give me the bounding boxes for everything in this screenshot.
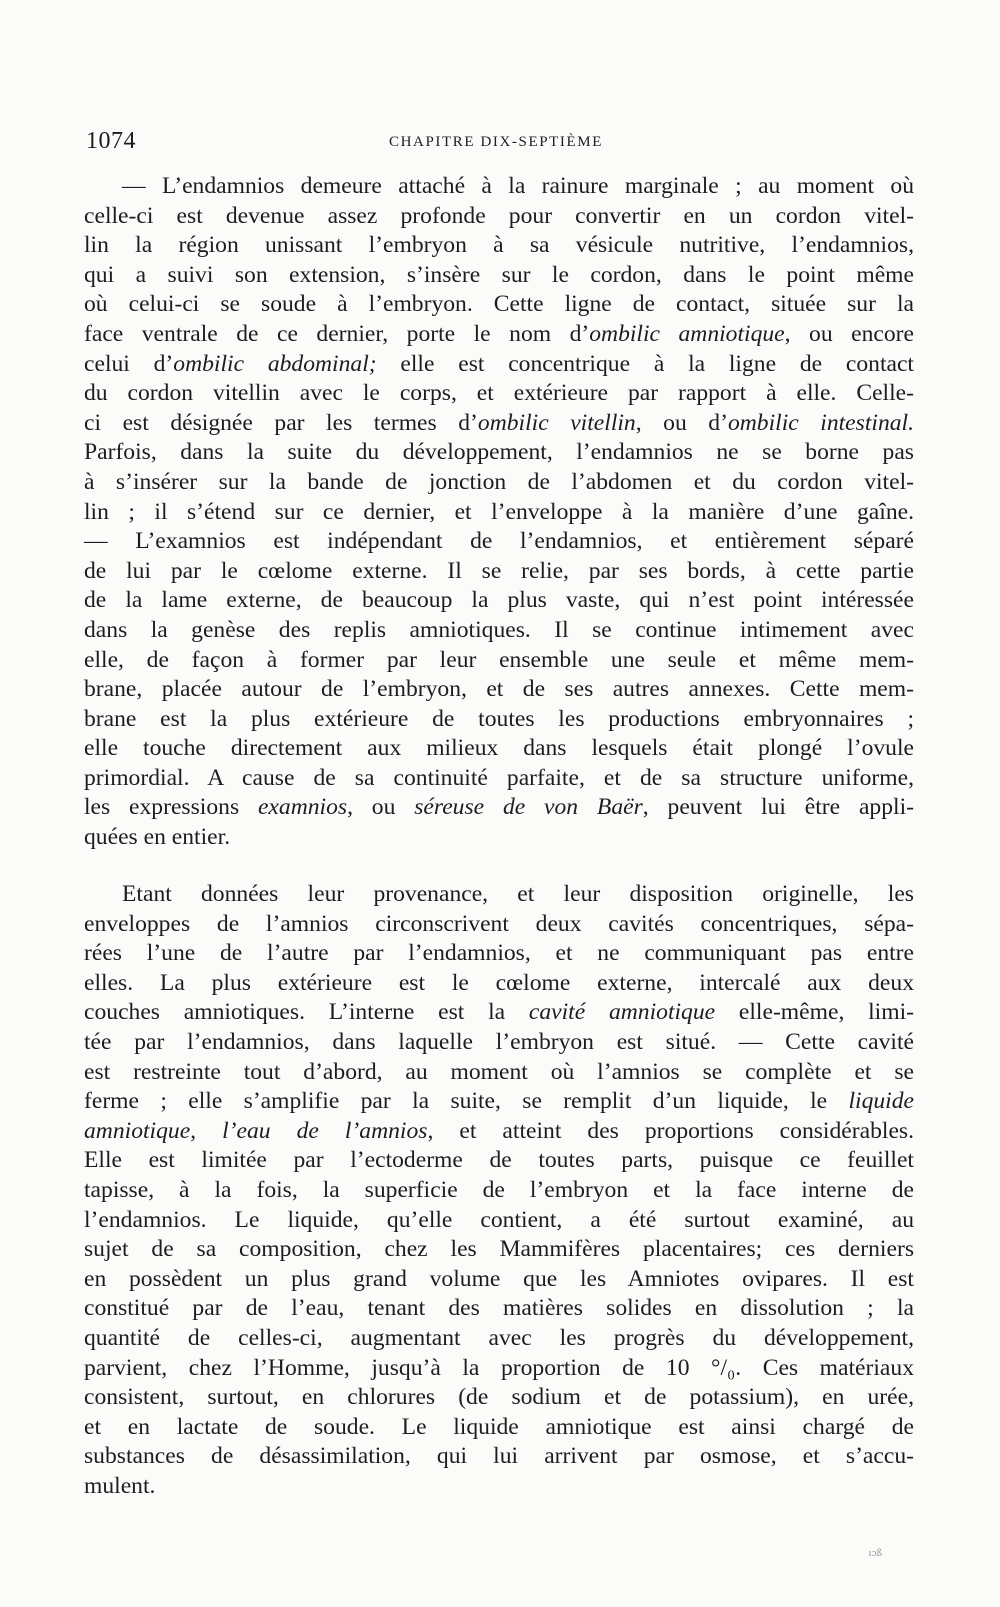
text-line: elle touche directement aux milieux dans lesquels était plongé l’ovule: [84, 735, 914, 762]
text-line: Etant données leur provenance, et leur disposition originelle, les: [122, 881, 914, 907]
text-line: l’endamnios. Le liquide, qu’elle contient, a été surtout examiné, au: [84, 1206, 914, 1233]
text-line: en possèdent un plus grand volume que les Amniotes ovipares. Il est: [84, 1265, 914, 1292]
text-line: consistent, surtout, en chlorures (de sodium et de potassium), en urée,: [84, 1384, 914, 1411]
running-head: [86, 128, 906, 158]
text-line: Elle est limitée par l’ectoderme de toutes parts, puisque ce feuillet: [84, 1147, 914, 1174]
text-line: est restreinte tout d’abord, au moment où l’amnios se complète et se: [84, 1058, 914, 1085]
text-line: — L’endamnios demeure attaché à la rainure marginale ; au moment où: [122, 173, 914, 199]
text-line: couches amniotiques. L’interne est la cavité amniotique elle-même, limi-: [84, 999, 914, 1026]
text-line: quantité de celles-ci, augmentant avec les progrès du développement,: [84, 1324, 914, 1351]
text-line: brane est la plus extérieure de toutes les productions embryonnaires ;: [84, 705, 914, 732]
text-line: ferme ; elle s’amplifie par la suite, se remplit d’un liquide, le liquide: [84, 1088, 914, 1115]
text-line: dans la genèse des replis amniotiques. Il se continue intimement avec: [84, 616, 914, 643]
text-line: à s’insérer sur la bande de jonction de l’abdomen et du cordon vitel-: [84, 468, 914, 495]
text-line: mulent.: [84, 1472, 156, 1499]
text-line: primordial. A cause de sa continuité parfaite, et de sa structure uniforme,: [84, 764, 914, 791]
text-line: où celui-ci se soude à l’embryon. Cette ligne de contact, située sur la: [84, 291, 914, 318]
text-line: brane, placée autour de l’embryon, et de ses autres annexes. Cette mem-: [84, 676, 914, 703]
text-line: celui d’ombilic abdominal; elle est concentrique à la ligne de contact: [84, 350, 914, 377]
text-line: les expressions examnios, ou séreuse de von Baër, peuvent lui être appli-: [84, 794, 914, 821]
italic-term: cavité amniotique: [528, 999, 716, 1026]
text-line: du cordon vitellin avec le corps, et extérieure par rapport à elle. Celle-: [84, 380, 914, 407]
paragraph-cavites-amniotiques: [84, 880, 914, 1501]
text-line: Parfois, dans la suite du développement, l’endamnios ne se borne pas: [84, 439, 914, 466]
paragraph-endamnios-examnios: [84, 172, 914, 853]
text-line: elles. La plus extérieure est le cœlome externe, intercalé aux deux: [84, 969, 914, 996]
text-line: de lui par le cœlome externe. Il se relie, par ses bords, à cette partie: [84, 557, 914, 584]
text-line: lin la région unissant l’embryon à sa vésicule nutritive, l’endamnios,: [84, 232, 914, 259]
text-line: celle-ci est devenue assez profonde pour convertir en un cordon vitel-: [84, 202, 914, 229]
text-line: rées l’une de l’autre par l’endamnios, et ne communiquant pas entre: [84, 940, 914, 967]
text-line: constitué par de l’eau, tenant des matières solides en dissolution ; la: [84, 1295, 914, 1322]
text-line: tapisse, à la fois, la superficie de l’embryon et la face interne de: [84, 1176, 914, 1203]
italic-term: séreuse de von Baër: [414, 794, 643, 821]
text-line: et en lactate de soude. Le liquide amniotique est ainsi chargé de: [84, 1413, 914, 1440]
italic-term: ombilic intestinal.: [727, 409, 914, 436]
italic-term: examnios: [257, 794, 348, 821]
italic-term: ombilic vitellin: [477, 409, 636, 436]
text-line: sujet de sa composition, chez les Mammifères placentaires; ces derniers: [84, 1236, 914, 1263]
text-line: face ventrale de ce dernier, porte le nom d’ombilic amniotique, ou encore: [84, 320, 914, 347]
page-number: 1074: [86, 128, 136, 154]
chapter-title: CHAPITRE DIX-SEPTIÈME: [388, 134, 603, 150]
text-line: ci est désignée par les termes d’ombilic vitellin, ou d’ombilic intestinal.: [84, 409, 914, 436]
page-footer-mark: ıɔß: [868, 1547, 882, 1559]
text-line: amniotique, l’eau de l’amnios, et atteint des proportions considérables.: [84, 1117, 914, 1144]
text-line: — L’examnios est indépendant de l’endamnios, et entièrement séparé: [84, 528, 914, 555]
text-line: qui a suivi son extension, s’insère sur le cordon, dans le point même: [84, 261, 914, 288]
text-line: substances de désassimilation, qui lui arrivent par osmose, et s’accu-: [84, 1443, 914, 1470]
text-line: quées en entier.: [84, 824, 231, 851]
italic-term: ombilic abdominal;: [173, 350, 377, 377]
text-line: de la lame externe, de beaucoup la plus vaste, qui n’est point intéressée: [84, 587, 914, 614]
text-line: enveloppes de l’amnios circonscrivent deux cavités concentriques, sépa-: [84, 910, 914, 937]
italic-term: ombilic amniotique: [589, 320, 785, 347]
text-line: elle, de façon à former par leur ensemble une seule et même mem-: [84, 646, 914, 673]
text-line: parvient, chez l’Homme, jusqu’à la proportion de 10 °/₀. Ces matériaux: [84, 1354, 914, 1381]
italic-term: liquide: [848, 1088, 914, 1115]
italic-term: amniotique, l’eau de l’amnios: [84, 1117, 428, 1144]
text-line: tée par l’endamnios, dans laquelle l’embryon est situé. — Cette cavité: [84, 1028, 914, 1055]
text-line: lin ; il s’étend sur ce dernier, et l’enveloppe à la manière d’une gaîne.: [84, 498, 914, 525]
